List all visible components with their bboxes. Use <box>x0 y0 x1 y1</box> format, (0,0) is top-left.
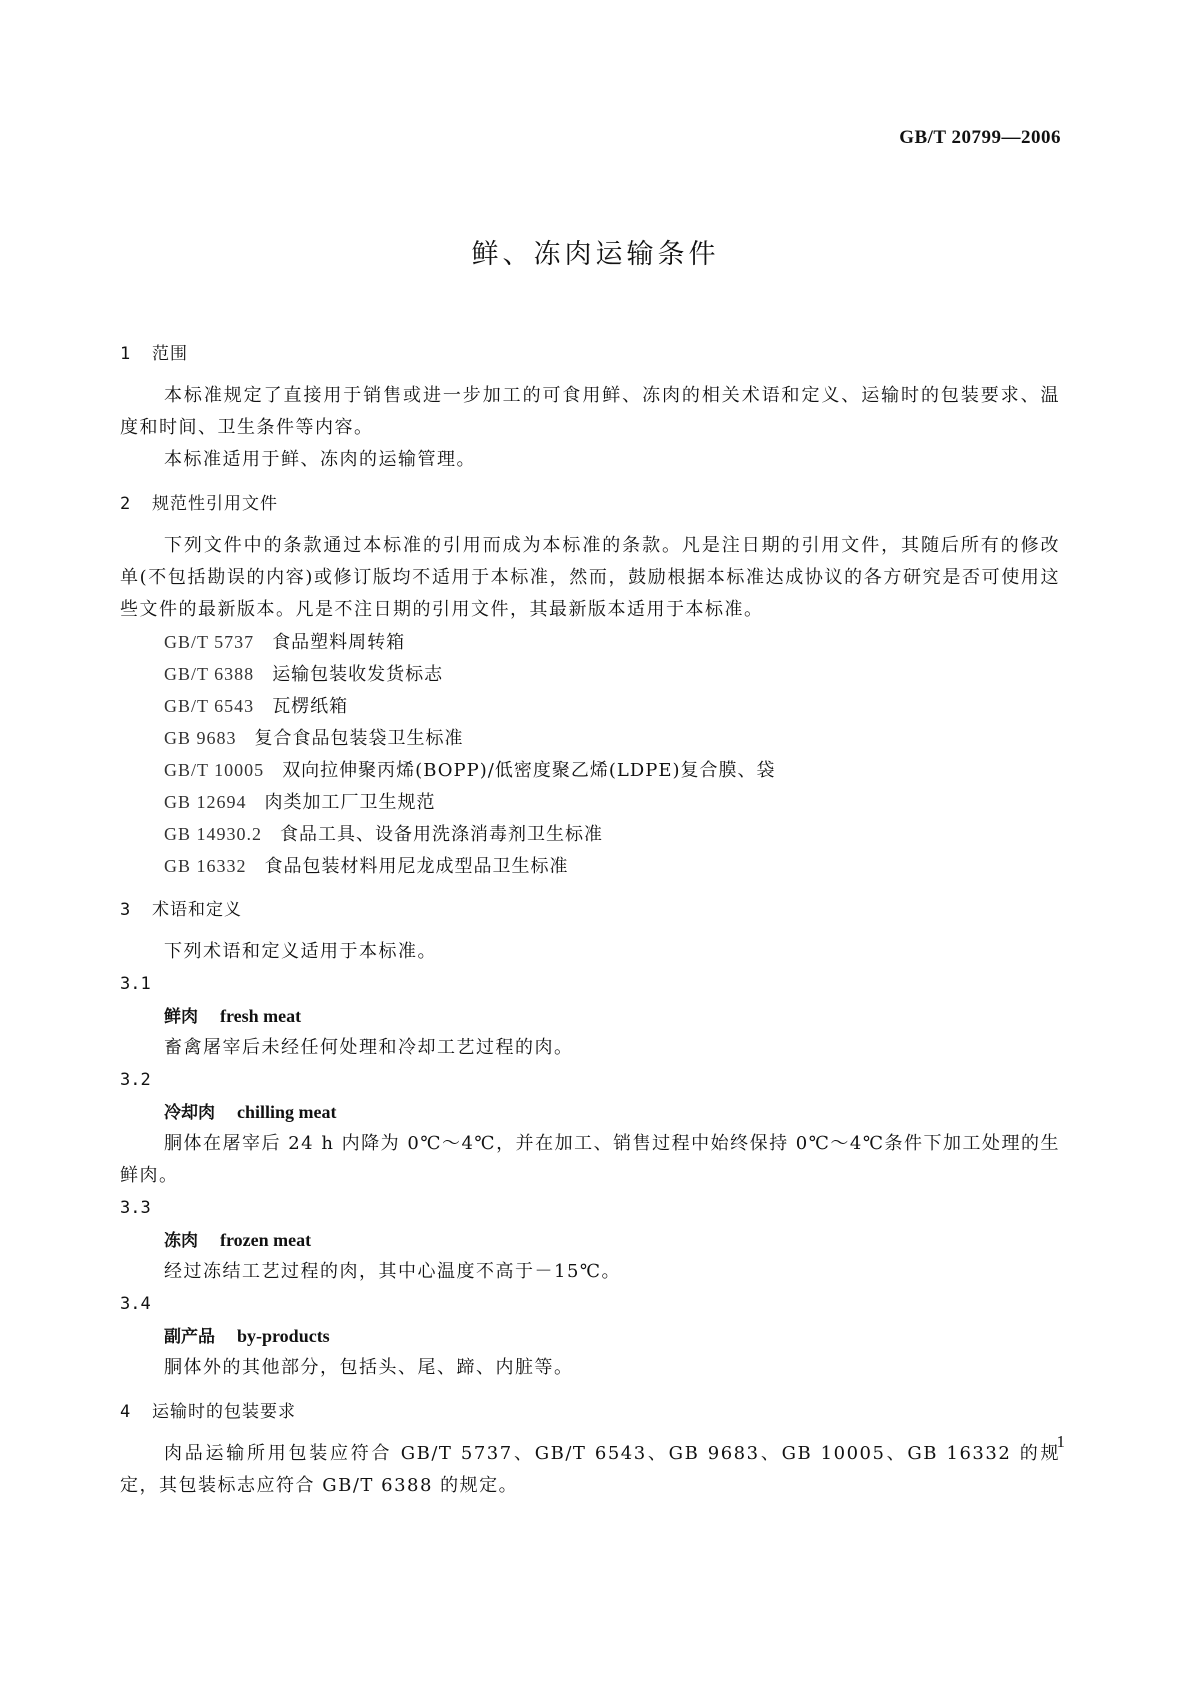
paragraph: 本标准适用于鲜、冻肉的运输管理。 <box>164 449 476 470</box>
paragraph: 本标准规定了直接用于销售或进一步加工的可食用鲜、冻肉的相关术语和定义、运输时的包装要求、温度和时间、卫生条件等内容。 <box>120 385 1060 438</box>
term-chinese: 冷却肉 <box>164 1103 215 1123</box>
term-heading <box>120 1000 1060 1032</box>
reference-title: 食品塑料周转箱 <box>272 632 406 653</box>
section-heading-scope <box>120 338 1060 370</box>
reference-item <box>120 658 1060 690</box>
section-title: 术语和定义 <box>152 900 242 920</box>
reference-code: GB 12694 <box>164 792 247 812</box>
reference-item <box>120 626 1060 658</box>
reference-title: 复合食品包装袋卫生标准 <box>254 728 464 749</box>
reference-item <box>120 754 1060 786</box>
term-english: by-products <box>237 1326 330 1346</box>
term-english: frozen meat <box>220 1230 312 1250</box>
term-chinese: 鲜肉 <box>164 1007 198 1027</box>
reference-title: 肉类加工厂卫生规范 <box>264 792 436 813</box>
reference-code: GB/T 5737 <box>164 632 255 652</box>
document-body <box>120 338 1060 1502</box>
term-definition: 经过冻结工艺过程的肉，其中心温度不高于－15℃。 <box>164 1261 622 1282</box>
reference-item <box>120 722 1060 754</box>
reference-item <box>120 786 1060 818</box>
section-number: 1 <box>120 344 132 364</box>
section-heading-packaging-requirements <box>120 1396 1060 1428</box>
reference-code: GB/T 6388 <box>164 664 255 684</box>
section-number: 3 <box>120 900 132 920</box>
paragraph: 下列术语和定义适用于本标准。 <box>164 941 437 962</box>
section-title: 范围 <box>152 344 188 364</box>
reference-code: GB 16332 <box>164 856 247 876</box>
term-english: chilling meat <box>237 1102 337 1122</box>
term-definition: 胴体外的其他部分，包括头、尾、蹄、内脏等。 <box>164 1357 574 1378</box>
term-number: 3.3 <box>120 1198 151 1218</box>
term-number: 3.4 <box>120 1294 151 1314</box>
paragraph: 肉品运输所用包装应符合 GB/T 5737、GB/T 6543、GB 9683、GB 10005、GB 16332 的规定，其包装标志应符合 GB/T 6388 的规定。 <box>120 1443 1060 1496</box>
reference-code: GB/T 6543 <box>164 696 255 716</box>
term-heading <box>120 1096 1060 1128</box>
standard-code: GB/T 20799—2006 <box>899 127 1061 148</box>
section-title: 规范性引用文件 <box>152 494 278 514</box>
reference-title: 双向拉伸聚丙烯(BOPP)/低密度聚乙烯(LDPE)复合膜、袋 <box>282 760 776 781</box>
reference-list <box>120 626 1060 882</box>
reference-code: GB 9683 <box>164 728 237 748</box>
term-chinese: 副产品 <box>164 1327 215 1347</box>
section-heading-terms-definitions <box>120 894 1060 926</box>
term-chinese: 冻肉 <box>164 1231 198 1251</box>
term-definition: 畜禽屠宰后未经任何处理和冷却工艺过程的肉。 <box>164 1037 574 1058</box>
paragraph: 下列文件中的条款通过本标准的引用而成为本标准的条款。凡是注日期的引用文件，其随后所有的修改单(不包括勘误的内容)或修订版均不适用于本标准，然而，鼓励根据本标准达成协议的各方研究是否可使用这些文件的最新版本。凡是不注日期的引用文件，其最新版本适用于本标准。 <box>120 535 1060 620</box>
reference-item <box>120 818 1060 850</box>
term-english: fresh meat <box>220 1006 302 1026</box>
section-number: 2 <box>120 494 132 514</box>
term-definition: 胴体在屠宰后 24 h 内降为 0℃～4℃，并在加工、销售过程中始终保持 0℃～4℃条件下加工处理的生鲜肉。 <box>120 1133 1060 1186</box>
reference-code: GB 14930.2 <box>164 824 263 844</box>
section-title: 运输时的包装要求 <box>152 1402 296 1422</box>
reference-item <box>120 690 1060 722</box>
reference-title: 食品包装材料用尼龙成型品卫生标准 <box>264 856 569 877</box>
term-heading <box>120 1224 1060 1256</box>
term-number: 3.2 <box>120 1070 151 1090</box>
page-number: 1 <box>1056 1432 1065 1451</box>
term-number: 3.1 <box>120 974 151 994</box>
reference-code: GB/T 10005 <box>164 760 265 780</box>
reference-title: 瓦楞纸箱 <box>272 696 349 717</box>
section-heading-normative-references <box>120 488 1060 520</box>
reference-item <box>120 850 1060 882</box>
reference-title: 运输包装收发货标志 <box>272 664 444 685</box>
reference-title: 食品工具、设备用洗涤消毒剂卫生标准 <box>280 824 604 845</box>
term-heading <box>120 1320 1060 1352</box>
document-title: 鲜、冻肉运输条件 <box>471 239 720 270</box>
section-number: 4 <box>120 1402 132 1422</box>
